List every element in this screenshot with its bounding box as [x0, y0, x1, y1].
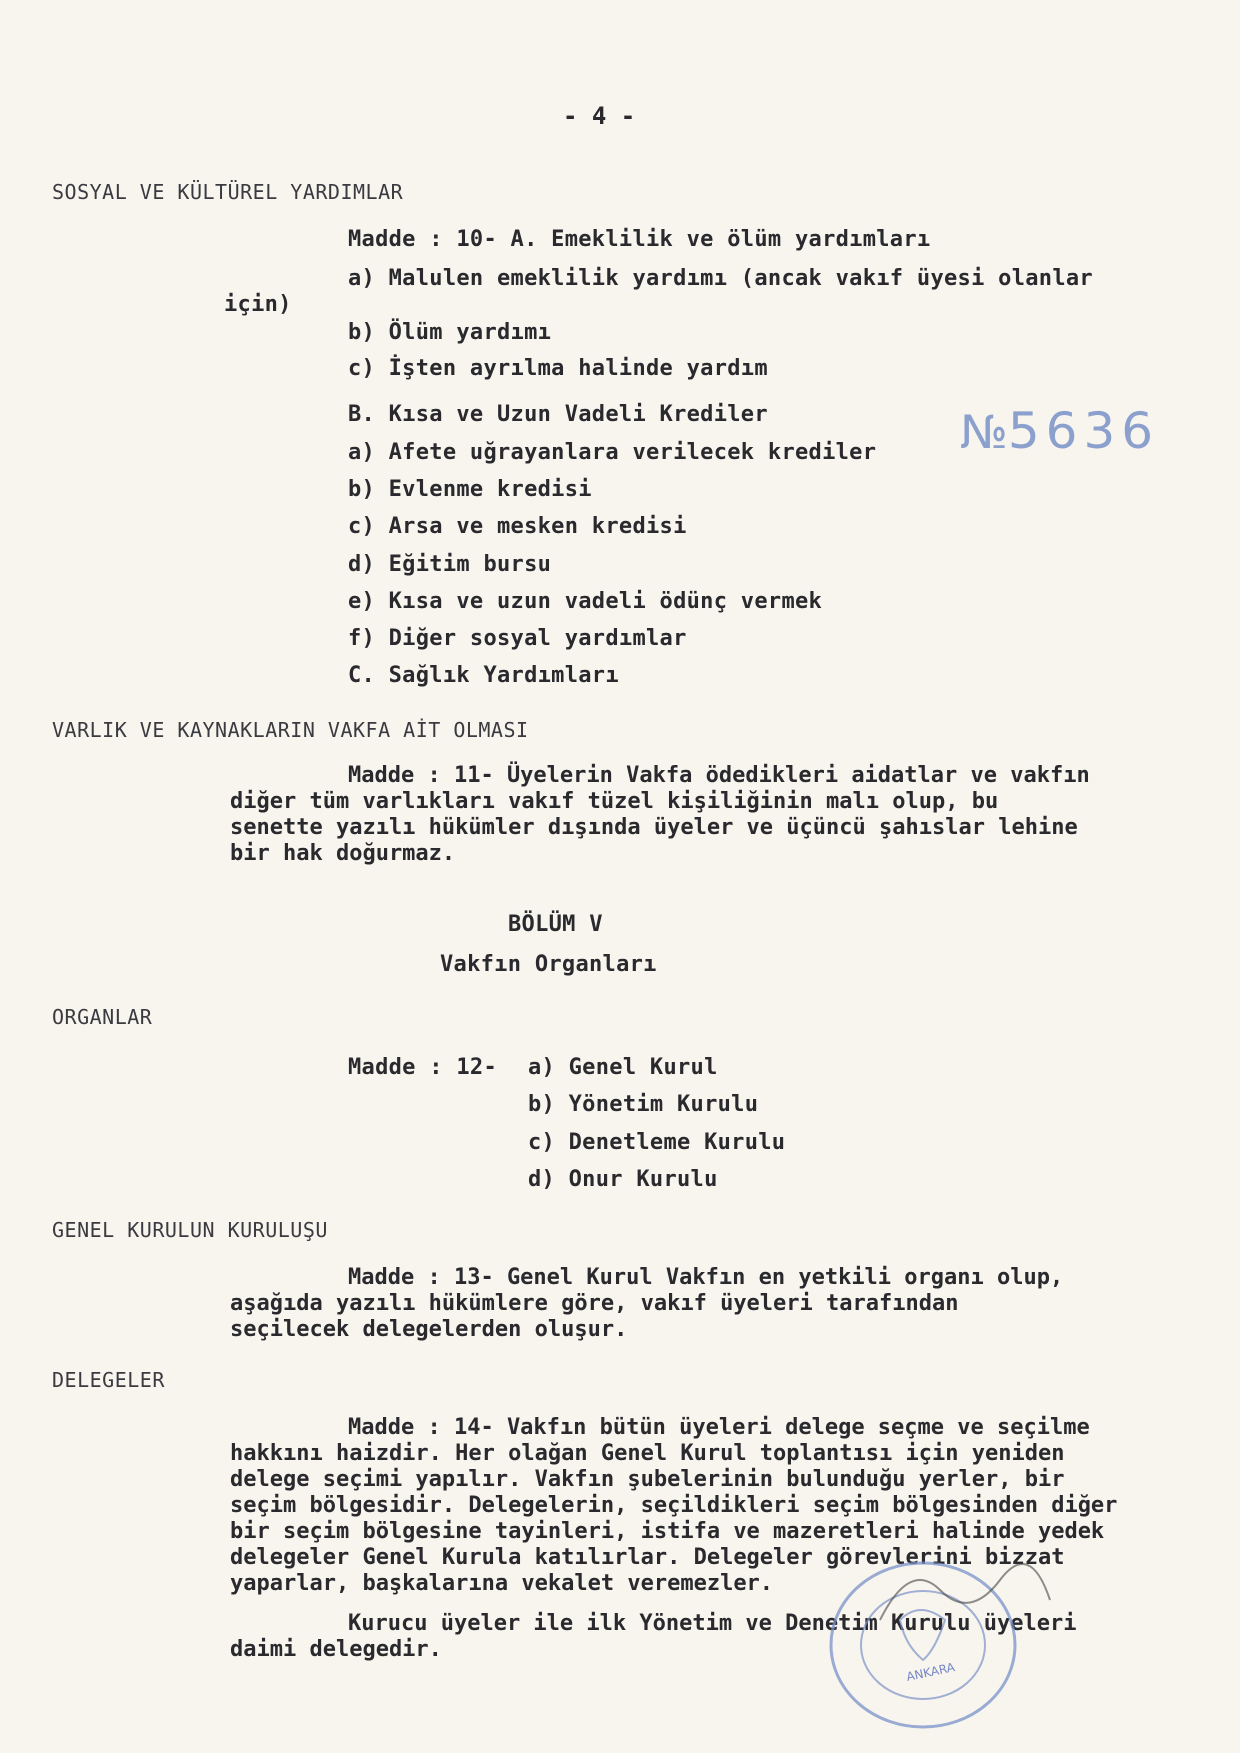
item-c-10a: c) İşten ayrılma halinde yardım	[348, 356, 768, 381]
item-a-10a-cont: için)	[224, 292, 292, 317]
madde-14-line-5: bir seçim bölgesine tayinleri, istifa ve mazeretleri halinde yedek	[230, 1519, 1105, 1544]
stamp-text: ANKARA	[905, 1660, 957, 1684]
organ-onur-kurulu: d) Onur Kurulu	[528, 1167, 718, 1192]
item-b-d: d) Eğitim bursu	[348, 552, 552, 577]
madde-14-line-1: Madde : 14- Vakfın bütün üyeleri delege seçme ve seçilme	[348, 1415, 1090, 1440]
page-number: - 4 -	[563, 102, 636, 130]
organ-yonetim-kurulu: b) Yönetim Kurulu	[528, 1092, 759, 1117]
heading-delegeler: DELEGELER	[52, 1368, 165, 1392]
bolum-subtitle: Vakfın Organları	[440, 952, 657, 977]
madde-11-line-3: senette yazılı hükümler dışında üyeler ve üçüncü şahıslar lehine	[230, 815, 1078, 840]
item-b-10a: b) Ölüm yardımı	[348, 320, 552, 345]
madde-13-line-2: aşağıda yazılı hükümlere göre, vakıf üyeleri tarafından	[230, 1291, 959, 1316]
item-b-e: e) Kısa ve uzun vadeli ödünç vermek	[348, 589, 823, 614]
madde-10: Madde : 10- A. Emeklilik ve ölüm yardımları	[348, 227, 931, 252]
item-b-c: c) Arsa ve mesken kredisi	[348, 514, 687, 539]
section-c-title: C. Sağlık Yardımları	[348, 663, 619, 688]
heading-organlar: ORGANLAR	[52, 1005, 153, 1029]
organ-denetleme-kurulu: c) Denetleme Kurulu	[528, 1130, 786, 1155]
item-b-b: b) Evlenme kredisi	[348, 477, 592, 502]
heading-genel-kurul: GENEL KURULUN KURULUŞU	[52, 1218, 328, 1242]
section-b-title: B. Kısa ve Uzun Vadeli Krediler	[348, 402, 768, 427]
madde-12: Madde : 12-	[348, 1055, 497, 1080]
bolum-title: BÖLÜM V	[508, 912, 603, 937]
heading-sosyal-yardimlar: SOSYAL VE KÜLTÜREL YARDIMLAR	[52, 180, 404, 204]
madde-14-line-6: delegeler Genel Kurula katılırlar. Delegeler görevlerini bizzat	[230, 1545, 1065, 1570]
item-a-10a: a) Malulen emeklilik yardımı (ancak vakıf üyesi olanlar	[348, 266, 1093, 291]
madde-14-line-3: delege seçimi yapılır. Vakfın şubelerinin bulunduğu yerler, bir	[230, 1467, 1065, 1492]
madde-13-line-1: Madde : 13- Genel Kurul Vakfın en yetkili organı olup,	[348, 1265, 1064, 1290]
madde-14-line-8: Kurucu üyeler ile ilk Yönetim ve Denetim Kurulu üyeleri	[348, 1611, 1077, 1636]
madde-11-line-4: bir hak doğurmaz.	[230, 841, 456, 866]
madde-14-line-9: daimi delegedir.	[230, 1637, 442, 1662]
madde-11-line-1: Madde : 11- Üyelerin Vakfa ödedikleri aidatlar ve vakfın	[348, 763, 1090, 788]
madde-14-line-2: hakkını haizdir. Her olağan Genel Kurul toplantısı için yeniden	[230, 1441, 1065, 1466]
item-b-f: f) Diğer sosyal yardımlar	[348, 626, 687, 651]
registry-number-stamp: №5636	[960, 402, 1160, 460]
signature-icon	[870, 1550, 1060, 1650]
heading-varlik: VARLIK VE KAYNAKLARIN VAKFA AİT OLMASI	[52, 718, 529, 742]
item-b-a: a) Afete uğrayanlara verilecek krediler	[348, 440, 877, 465]
madde-14-line-7: yaparlar, başkalarına vekalet veremezler.	[230, 1571, 774, 1596]
organ-genel-kurul: a) Genel Kurul	[528, 1055, 718, 1080]
madde-13-line-3: seçilecek delegelerden oluşur.	[230, 1317, 628, 1342]
madde-11-line-2: diğer tüm varlıkları vakıf tüzel kişiliğinin malı olup, bu	[230, 789, 999, 814]
madde-14-line-4: seçim bölgesidir. Delegelerin, seçildikleri seçim bölgesinden diğer	[230, 1493, 1118, 1518]
